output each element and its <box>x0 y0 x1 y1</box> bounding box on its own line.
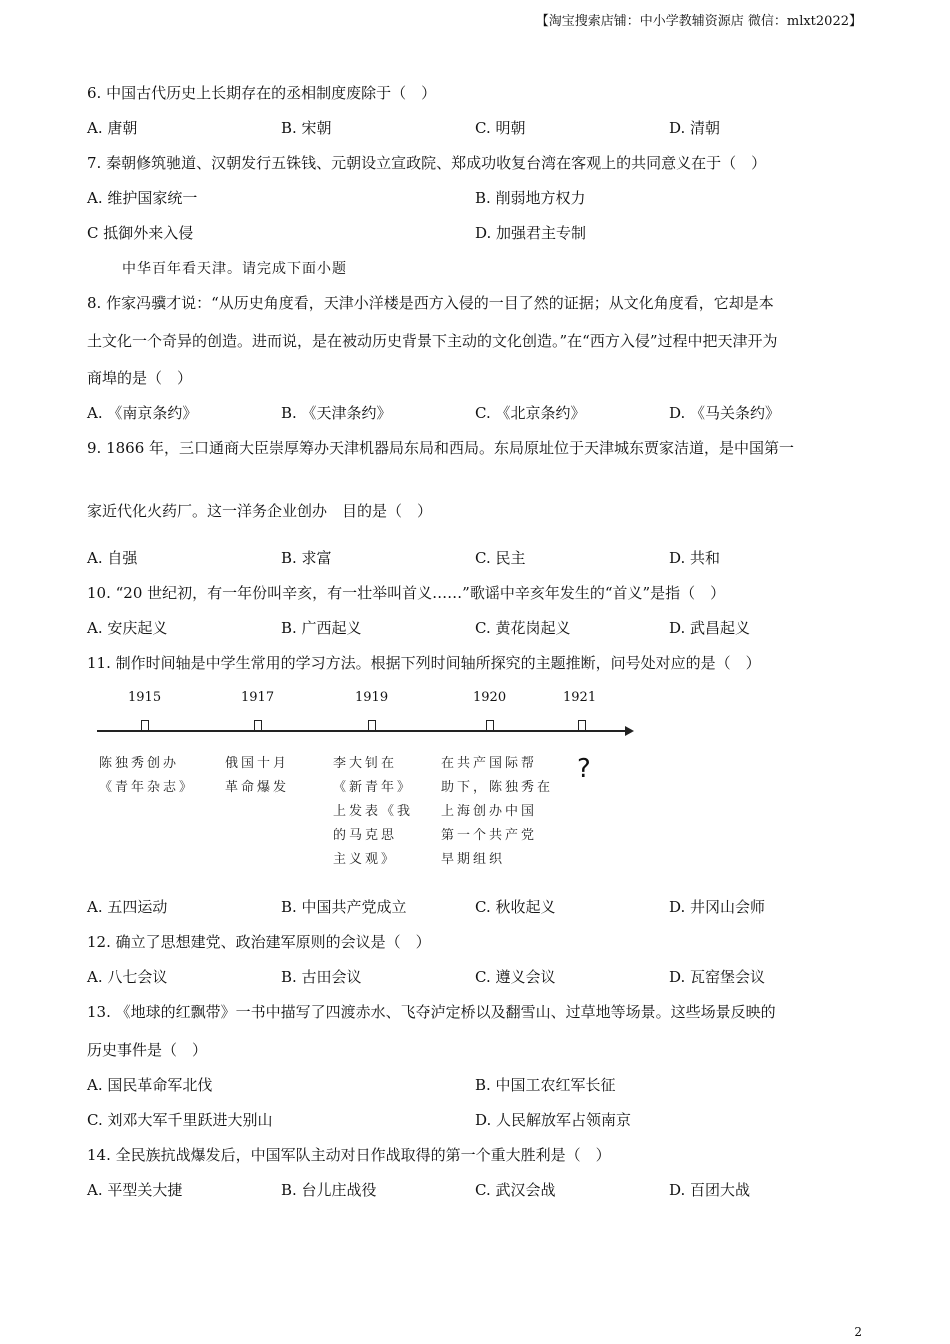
timeline-tick <box>254 720 262 731</box>
question-13-option-d: D. 人民解放军占领南京 <box>475 1111 632 1129</box>
question-9-option-a: A. 自强 <box>87 549 138 567</box>
question-13-option-b: B. 中国工农红军长征 <box>475 1076 616 1094</box>
timeline-arrowhead <box>625 726 634 736</box>
question-7-option-a: A. 维护国家统一 <box>87 189 198 207</box>
question-13-option-a: A. 国民革命军北伐 <box>87 1076 213 1094</box>
timeline-year-1919: 1919 <box>355 690 389 705</box>
question-12-stem: 12. 确立了思想建党、政治建军原则的会议是（ ） <box>87 933 431 951</box>
question-9-option-c: C. 民主 <box>475 549 526 567</box>
question-6-option-d: D. 清朝 <box>669 119 721 137</box>
timeline-tick <box>578 720 586 731</box>
question-12-option-b: B. 古田会议 <box>281 968 362 986</box>
question-7-option-c: C 抵御外来入侵 <box>87 224 194 242</box>
question-8-option-a: A. 《南京条约》 <box>87 404 198 422</box>
timeline-question-mark: ? <box>577 754 591 784</box>
timeline-year-1917: 1917 <box>241 690 275 705</box>
question-13-line-2: 历史事件是（ ） <box>87 1041 208 1059</box>
question-11-option-b: B. 中国共产党成立 <box>281 898 407 916</box>
question-11-option-c: C. 秋收起义 <box>475 898 556 916</box>
timeline-event-1919: 李大钊在 《新青年》 上发表《我 的马克思 主义观》 <box>333 756 414 867</box>
question-13-line-1: 13. 《地球的红飘带》一书中描写了四渡赤水、飞夺泸定桥以及翻雪山、过草地等场景。这些场景反映的 <box>87 1003 776 1021</box>
timeline-tick <box>141 720 149 731</box>
timeline-year-1920: 1920 <box>473 690 507 705</box>
question-6-stem: 6. 中国古代历史上长期存在的丞相制度废除于（ ） <box>87 84 437 102</box>
timeline-event-1917: 俄国十月 革命爆发 <box>225 756 290 795</box>
page-header-banner: 【淘宝搜索店铺：中小学教辅资源店 微信：mlxt2022】 <box>535 14 862 29</box>
question-9-line-2: 家近代化火药厂。这一洋务企业创办 目的是（ ） <box>87 502 433 520</box>
question-7-option-b: B. 削弱地方权力 <box>475 189 586 207</box>
question-11-option-a: A. 五四运动 <box>87 898 168 916</box>
timeline-tick <box>486 720 494 731</box>
question-14-stem: 14. 全民族抗战爆发后，中国军队主动对日作战取得的第一个重大胜利是（ ） <box>87 1146 611 1164</box>
question-6-option-c: C. 明朝 <box>475 119 526 137</box>
question-12-option-d: D. 瓦窑堡会议 <box>669 968 766 986</box>
question-6-option-b: B. 宋朝 <box>281 119 332 137</box>
question-13-option-c: C. 刘邓大军千里跃进大别山 <box>87 1111 273 1129</box>
question-14-option-c: C. 武汉会战 <box>475 1181 556 1199</box>
timeline-figure <box>95 690 640 875</box>
question-8-line-2: 土文化一个奇异的创造。进而说，是在被动历史背景下主动的文化创造。”在“西方入侵”过程中把天津开为 <box>87 332 778 350</box>
timeline-axis <box>97 730 627 732</box>
timeline-year-1921: 1921 <box>563 690 597 705</box>
question-9-line-1: 9. 1866 年，三口通商大臣崇厚筹办天津机器局东局和西局。东局原址位于天津城东贾家洁道，是中国第一 <box>87 439 795 457</box>
question-6-option-a: A. 唐朝 <box>87 119 138 137</box>
timeline-year-1915: 1915 <box>128 690 162 705</box>
question-14-option-b: B. 台儿庄战役 <box>281 1181 377 1199</box>
question-11-option-d: D. 井冈山会师 <box>669 898 766 916</box>
question-8-option-d: D. 《马关条约》 <box>669 404 781 422</box>
question-10-option-d: D. 武昌起义 <box>669 619 751 637</box>
question-11-stem: 11. 制作时间轴是中学生常用的学习方法。根据下列时间轴所探究的主题推断，问号处对应的是（ ） <box>87 654 761 672</box>
question-9-option-d: D. 共和 <box>669 549 721 567</box>
question-9-option-b: B. 求富 <box>281 549 332 567</box>
question-8-option-b: B. 《天津条约》 <box>281 404 392 422</box>
question-10-option-b: B. 广西起义 <box>281 619 362 637</box>
question-10-stem: 10. “20 世纪初，有一年份叫辛亥，有一壮举叫首义……”歌谣中辛亥年发生的“首义”是指（ ） <box>87 584 726 602</box>
question-14-option-a: A. 平型关大捷 <box>87 1181 183 1199</box>
timeline-event-1915: 陈独秀创办 《青年杂志》 <box>99 756 196 795</box>
question-14-option-d: D. 百团大战 <box>669 1181 751 1199</box>
question-7-option-d: D. 加强君主专制 <box>475 224 587 242</box>
timeline-event-1920: 在共产国际帮 助下，陈独秀在 上海创办中国 第一个共产党 早期组织 <box>441 756 554 867</box>
question-8-line-1: 8. 作家冯骥才说：“从历史角度看，天津小洋楼是西方入侵的一目了然的证据；从文化角度看，它却是本 <box>87 294 774 312</box>
question-12-option-c: C. 遵义会议 <box>475 968 556 986</box>
section-intro: 中华百年看天津。请完成下面小题 <box>122 261 347 277</box>
question-10-option-c: C. 黄花岗起义 <box>475 619 571 637</box>
question-8-line-3: 商埠的是（ ） <box>87 369 193 387</box>
question-12-option-a: A. 八七会议 <box>87 968 168 986</box>
question-7-stem: 7. 秦朝修筑驰道、汉朝发行五铢钱、元朝设立宣政院、郑成功收复台湾在客观上的共同意义在于（ ） <box>87 154 767 172</box>
question-8-option-c: C. 《北京条约》 <box>475 404 586 422</box>
timeline-tick <box>368 720 376 731</box>
question-10-option-a: A. 安庆起义 <box>87 619 168 637</box>
page-number: 2 <box>854 1325 862 1339</box>
